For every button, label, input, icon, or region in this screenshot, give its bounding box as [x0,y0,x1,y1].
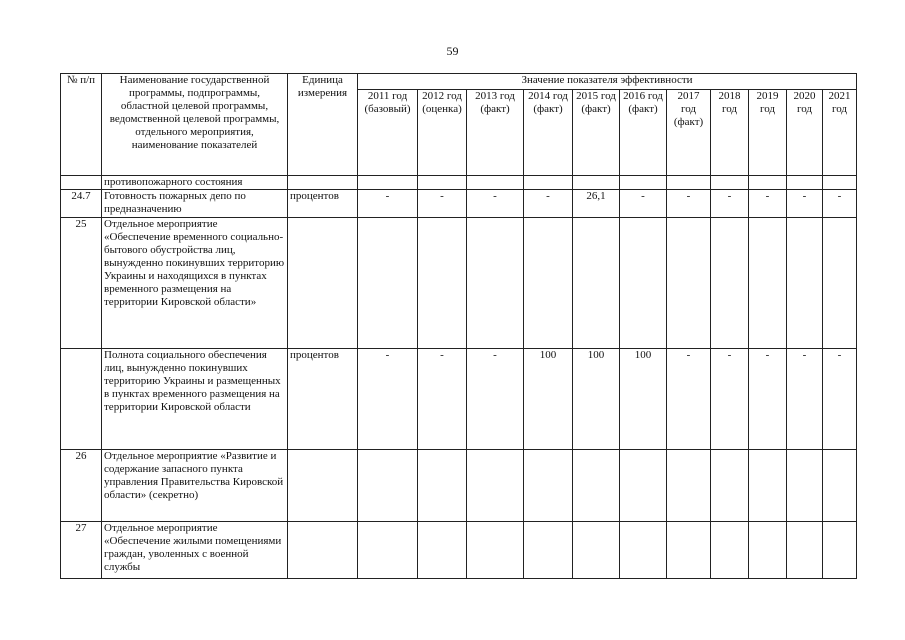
row-name: противопожарного состояния [102,176,288,190]
header-year: 2019 год [749,90,787,176]
value-cell [573,176,620,190]
value-cell [467,450,524,522]
row-num: 27 [61,522,102,579]
value-cell: - [620,190,667,218]
indicator-table [60,73,857,579]
header-unit: Единица измерения [288,74,358,176]
value-cell [667,450,711,522]
value-cell [467,176,524,190]
header-year: 2016 год (факт) [620,90,667,176]
table-row [61,218,857,349]
value-cell [418,522,467,579]
row-unit: процентов [288,190,358,218]
value-cell [358,450,418,522]
header-num: № п/п [61,74,102,176]
value-cell [524,218,573,349]
value-cell [620,218,667,349]
value-cell [573,218,620,349]
value-cell [358,218,418,349]
value-cell: - [524,190,573,218]
value-cell [418,450,467,522]
row-num: 24.7 [61,190,102,218]
value-cell: - [711,190,749,218]
value-cell [573,450,620,522]
value-cell [749,176,787,190]
value-cell [620,522,667,579]
header-year: 2021 год [823,90,857,176]
row-name: Полнота социального обеспечения лиц, вынужденно покинувших территорию Украины и размещенных в пунктах временного размещения на территории Кировской области [102,349,288,450]
page-number: 59 [446,44,459,58]
row-name: Отдельное мероприятие «Обеспечение временного социально-бытового обустройства лиц, вынужденно покинувших территорию Украины и находящихся в пунктах временного размещения на территории Кировской области» [102,218,288,349]
value-cell [620,176,667,190]
value-cell [749,218,787,349]
value-cell [787,522,823,579]
value-cell [823,450,857,522]
row-unit [288,450,358,522]
value-cell: - [418,190,467,218]
table-row [61,349,857,450]
value-cell: 100 [620,349,667,450]
row-name: Отдельное мероприятие «Развитие и содержание запасного пункта управления Правительства Кировской области» (секретно) [102,450,288,522]
header-year: 2018 год [711,90,749,176]
value-cell [711,176,749,190]
value-cell [467,522,524,579]
value-cell: 100 [524,349,573,450]
table-row [61,522,857,579]
table-row [61,450,857,522]
value-cell: - [667,190,711,218]
value-cell: - [358,190,418,218]
value-cell [787,450,823,522]
value-cell [787,218,823,349]
row-unit [288,176,358,190]
row-num [61,349,102,450]
row-num [61,176,102,190]
value-cell [667,218,711,349]
header-year: 2015 год (факт) [573,90,620,176]
header-values-group: Значение показателя эффективности [358,74,857,90]
value-cell [711,522,749,579]
value-cell: - [749,190,787,218]
value-cell [524,522,573,579]
value-cell: 26,1 [573,190,620,218]
header-year: 2011 год (базовый) [358,90,418,176]
header-year: 2014 год (факт) [524,90,573,176]
value-cell [358,522,418,579]
value-cell: - [749,349,787,450]
value-cell: - [467,190,524,218]
value-cell: - [787,190,823,218]
value-cell [467,218,524,349]
header-year: 2012 год (оценка) [418,90,467,176]
value-cell [787,176,823,190]
row-unit: процентов [288,349,358,450]
value-cell [573,522,620,579]
value-cell [749,522,787,579]
row-unit [288,218,358,349]
value-cell [667,176,711,190]
header-year: 2020 год [787,90,823,176]
value-cell [823,176,857,190]
row-num: 25 [61,218,102,349]
value-cell [620,450,667,522]
value-cell: - [418,349,467,450]
value-cell [711,450,749,522]
value-cell [823,218,857,349]
value-cell [823,522,857,579]
row-unit [288,522,358,579]
value-cell [749,450,787,522]
value-cell: - [711,349,749,450]
row-name: Отдельное мероприятие «Обеспечение жилыми помещениями граждан, уволенных с военной службы [102,522,288,579]
value-cell [711,218,749,349]
value-cell: - [467,349,524,450]
value-cell [524,450,573,522]
table-row [61,190,857,218]
value-cell [418,218,467,349]
row-num: 26 [61,450,102,522]
value-cell: - [823,349,857,450]
table-row [61,176,857,190]
header-year: 2017 год (факт) [667,90,711,176]
value-cell [418,176,467,190]
header-name: Наименование государственной программы, подпрограммы, областной целевой программы, ведомственной целевой программы, отдельного мероприятия, наименование показателей [102,74,288,176]
value-cell [667,522,711,579]
value-cell: - [823,190,857,218]
value-cell: 100 [573,349,620,450]
row-name: Готовность пожарных депо по предназначению [102,190,288,218]
value-cell [358,176,418,190]
header-year: 2013 год (факт) [467,90,524,176]
value-cell: - [667,349,711,450]
value-cell: - [787,349,823,450]
value-cell [524,176,573,190]
value-cell: - [358,349,418,450]
